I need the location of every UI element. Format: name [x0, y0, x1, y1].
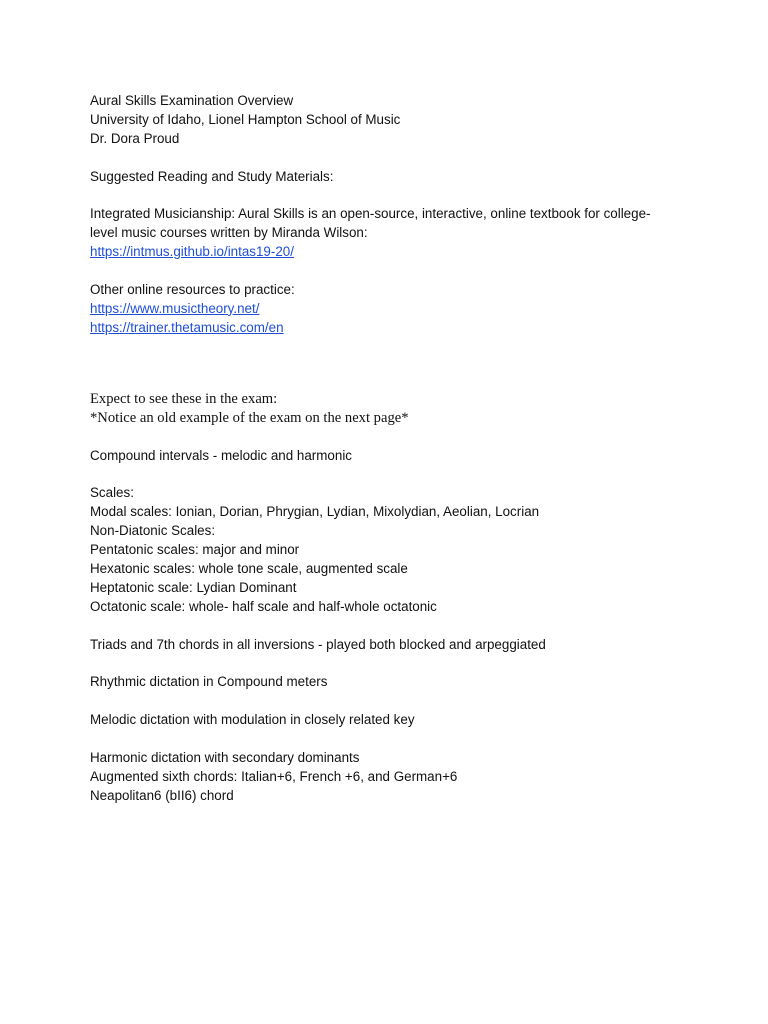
musictheory-link[interactable]: https://www.musictheory.net/: [90, 300, 260, 316]
scales-item-non-diatonic: Non-Diatonic Scales:: [90, 523, 216, 539]
spacer: [90, 149, 690, 168]
melodic-dictation-item: Melodic dictation with modulation in closely related key: [90, 712, 415, 728]
exam-intro: [90, 390, 690, 428]
textbook-description-line-1: Integrated Musicianship: Aural Skills is an open-source, interactive, online textbook for college-: [90, 206, 651, 222]
institution-name: University of Idaho, Lionel Hampton School of Music: [90, 111, 401, 127]
neapolitan-item: Neapolitan6 (bII6) chord: [90, 787, 234, 803]
spacer: [90, 617, 690, 636]
scales-item-heptatonic: Heptatonic scale: Lydian Dominant: [90, 579, 297, 595]
rhythmic-dictation-item: Rhythmic dictation in Compound meters: [90, 674, 328, 690]
intervals-item: Compound intervals - melodic and harmonic: [90, 447, 352, 463]
textbook-description-line-2: level music courses written by Miranda Wilson:: [90, 225, 368, 241]
spacer: [90, 655, 690, 674]
textbook-link[interactable]: https://intmus.github.io/intas19-20/: [90, 244, 294, 260]
spacer: [90, 262, 690, 281]
harmonic-dictation-item: Harmonic dictation with secondary dominants: [90, 750, 360, 766]
reading-heading: Suggested Reading and Study Materials:: [90, 168, 334, 184]
notice-line: *Notice an old example of the exam on the next page*: [90, 409, 409, 426]
scales-item-modal: Modal scales: Ionian, Dorian, Phrygian, Lydian, Mixolydian, Aeolian, Locrian: [90, 504, 540, 520]
spacer: [90, 428, 690, 447]
author-name: Dr. Dora Proud: [90, 130, 180, 146]
document-page: [90, 92, 690, 806]
other-resources-heading: Other online resources to practice:: [90, 282, 295, 298]
thetamusic-link[interactable]: https://trainer.thetamusic.com/en: [90, 319, 284, 335]
spacer: [90, 466, 690, 485]
scales-item-hexatonic: Hexatonic scales: whole tone scale, augmented scale: [90, 561, 408, 577]
document-title: Aural Skills Examination Overview: [90, 93, 294, 108]
scales-heading: Scales:: [90, 485, 134, 501]
spacer: [90, 692, 690, 711]
scales-item-octatonic: Octatonic scale: whole- half scale and half-whole octatonic: [90, 598, 437, 614]
spacer: [90, 187, 690, 206]
section-gap: [90, 338, 690, 390]
scales-item-pentatonic: Pentatonic scales: major and minor: [90, 542, 300, 558]
expect-line: Expect to see these in the exam:: [90, 390, 278, 407]
augmented-sixth-item: Augmented sixth chords: Italian+6, French +6, and German+6: [90, 768, 458, 784]
triads-item: Triads and 7th chords in all inversions - played both blocked and arpeggiated: [90, 636, 546, 652]
spacer: [90, 730, 690, 749]
